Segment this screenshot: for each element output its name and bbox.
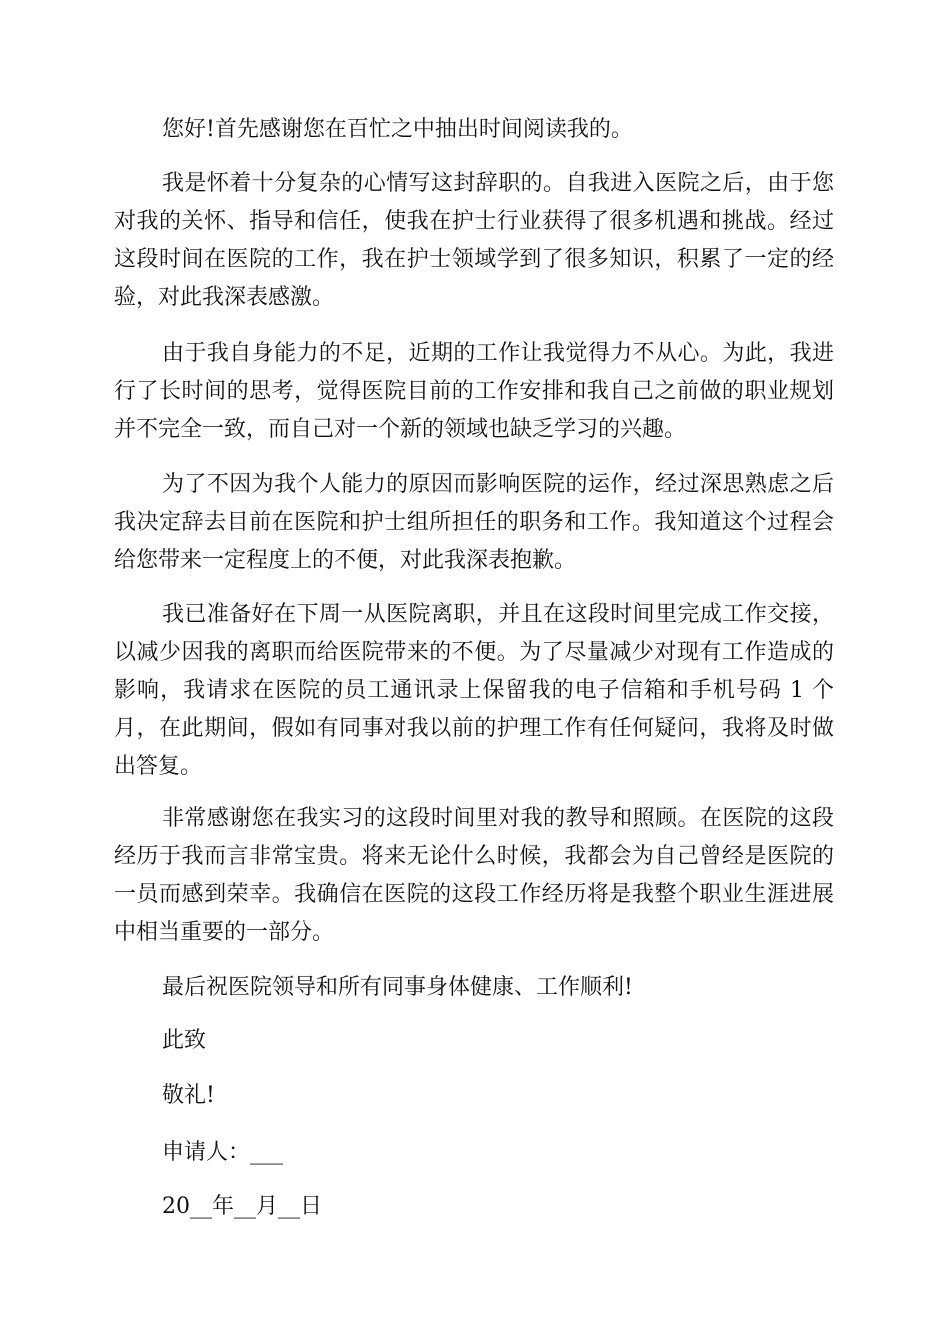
paragraph-reason: 由于我自身能力的不足，近期的工作让我觉得力不从心。为此，我进行了长时间的思考，觉得医院目前的工作安排和我自己之前做的职业规划并不完全一致，而自己对一个新的领域也缺乏学习的兴趣。 — [114, 341, 834, 442]
wishes-line: 最后祝医院领导和所有同事身体健康、工作顺利! — [162, 975, 633, 1000]
closing-line-1: 此致 — [162, 1028, 207, 1053]
greeting-line: 您好!首先感谢您在百忙之中抽出时间阅读我的。 — [162, 117, 633, 142]
paragraph-gratitude: 我是怀着十分复杂的心情写这封辞职的。自我进入医院之后，由于您对我的关怀、指导和信任，使我在护士行业获得了很多机遇和挑战。经过这段时间在医院的工作，我在护士领域学到了很多知识，积累了一定的经验，对此我深表感激。 — [114, 171, 834, 310]
paragraph-handover: 我已准备好在下周一从医院离职，并且在这段时间里完成工作交接，以减少因我的离职而给医院带来的不便。为了尽量减少对现有工作造成的影响，我请求在医院的员工通讯录上保留我的电子信箱和手机号码 1 个月，在此期间，假如有同事对我以前的护理工作有任何疑问，我将及时做出答复。 — [114, 602, 834, 779]
date-line: 20__年__月__日 — [162, 1194, 322, 1219]
paragraph-decision: 为了不因为我个人能力的原因而影响医院的运作，经过深思熟虑之后我决定辞去目前在医院和护士组所担任的职务和工作。我知道这个过程会给您带来一定程度上的不便，对此我深表抱歉。 — [114, 472, 834, 573]
closing-line-2: 敬礼! — [162, 1083, 215, 1108]
paragraph-thanks: 非常感谢您在我实习的这段时间里对我的教导和照顾。在医院的这段经历于我而言非常宝贵。将来无论什么时候，我都会为自己曾经是医院的一员而感到荣幸。我确信在医院的这段工作经历将是我整个职业生涯进展中相当重要的一部分。 — [114, 806, 834, 945]
applicant-line: 申请人：___ — [162, 1140, 284, 1165]
